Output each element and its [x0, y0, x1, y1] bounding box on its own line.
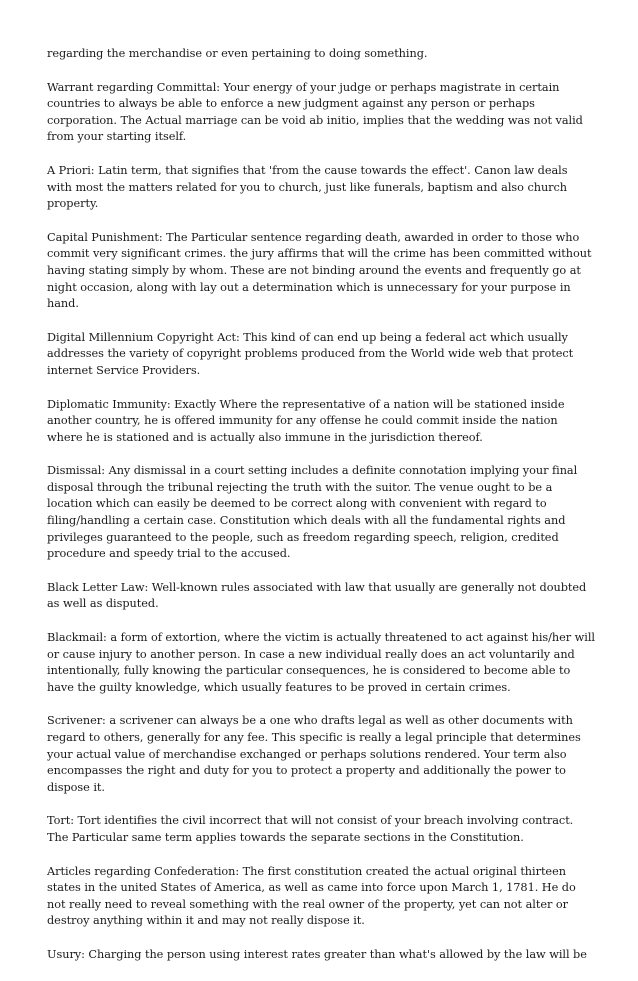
paragraph-scrivener: Scrivener: a scrivener can always be a one who drafts legal as well as other documents with regard to others, generally for any fee. This specific is really a legal principle that determines your actual value of merchandise exchanged or perhaps solutions rendered. Your term also encompasses the right and duty for you to protect a property and additionally the power to dispose it.: [47, 714, 581, 794]
paragraph-capital-punishment: Capital Punishment: The Particular sentence regarding death, awarded in order to those who commit very significant crimes. the jury affirms that will the crime has been committed without having stating simply by whom. These are not binding around the events and frequently go at night occasion, along with lay out a determination which is unnecessary for your purpose in hand.: [47, 230, 592, 311]
paragraph-diplomatic-immunity: Diplomatic Immunity: Exactly Where the representative of a nation will be stationed inside another country, he is offered immunity for any offense he could commit inside the nation where he is stationed and is actually also immune in the jurisdiction thereof.: [47, 397, 565, 444]
paragraph-a-priori: A Priori: Latin term, that signifies that 'from the cause towards the effect'. Canon law deals with most the matters related for you to church, just like funerals, baptism and also church property.: [47, 163, 568, 211]
paragraph-articles-of-confederation: Articles regarding Confederation: The first constitution created the actual original thirteen states in the united States of America, as well as came into force upon March 1, 1781. He do not really need to reveal something with the real owner of the property, yet can not alter or destroy anything within it and may not really dispose it.: [47, 864, 576, 928]
paragraph-dmca: Digital Millennium Copyright Act: This kind of can end up being a federal act which usually addresses the variety of copyright problems produced from the World wide web that protect internet Service Providers.: [47, 330, 574, 377]
paragraph-dismissal: Dismissal: Any dismissal in a court setting includes a definite connotation implying your final disposal through the tribunal rejecting the truth with the suitor. The venue ought to be a location which can easily be deemed to be correct along with convenient with regard to filing/handling a certain case. Constitution which deals with all the fundamental rights and privileges guaranteed to the people, such as freedom regarding speech, religion, credited procedure and speedy trial to the accused.: [47, 464, 578, 561]
paragraph-usury: Usury: Charging the person using interest rates greater than what's allowed by the law will be: [47, 947, 587, 961]
paragraph-black-letter-law: Black Letter Law: Well-known rules associated with law that usually are generally not doubted as well as disputed.: [47, 580, 587, 611]
document-page: [47, 46, 595, 981]
paragraph-warrant-of-committal: Warrant regarding Committal: Your energy of your judge or perhaps magistrate in certain countries to always be able to enforce a new judgment against any person or perhaps corporation. The Actual marriage can be void ab initio, implies that the wedding was not valid from your starting itself.: [47, 80, 583, 144]
paragraph-tort: Tort: Tort identifies the civil incorrect that will not consist of your breach involving contract. The Particular same term applies towards the separate sections in the Constitution.: [47, 814, 574, 844]
paragraph-continuation: regarding the merchandise or even pertaining to doing something.: [47, 47, 428, 60]
paragraph-blackmail: Blackmail: a form of extortion, where the victim is actually threatened to act against his/her will or cause injury to another person. In case a new individual really does an act voluntarily and intentionally, fully knowing the particular consequences, he is considered to become able to have the guilty knowledge, which usually features to be proved in certain crimes.: [47, 631, 595, 694]
